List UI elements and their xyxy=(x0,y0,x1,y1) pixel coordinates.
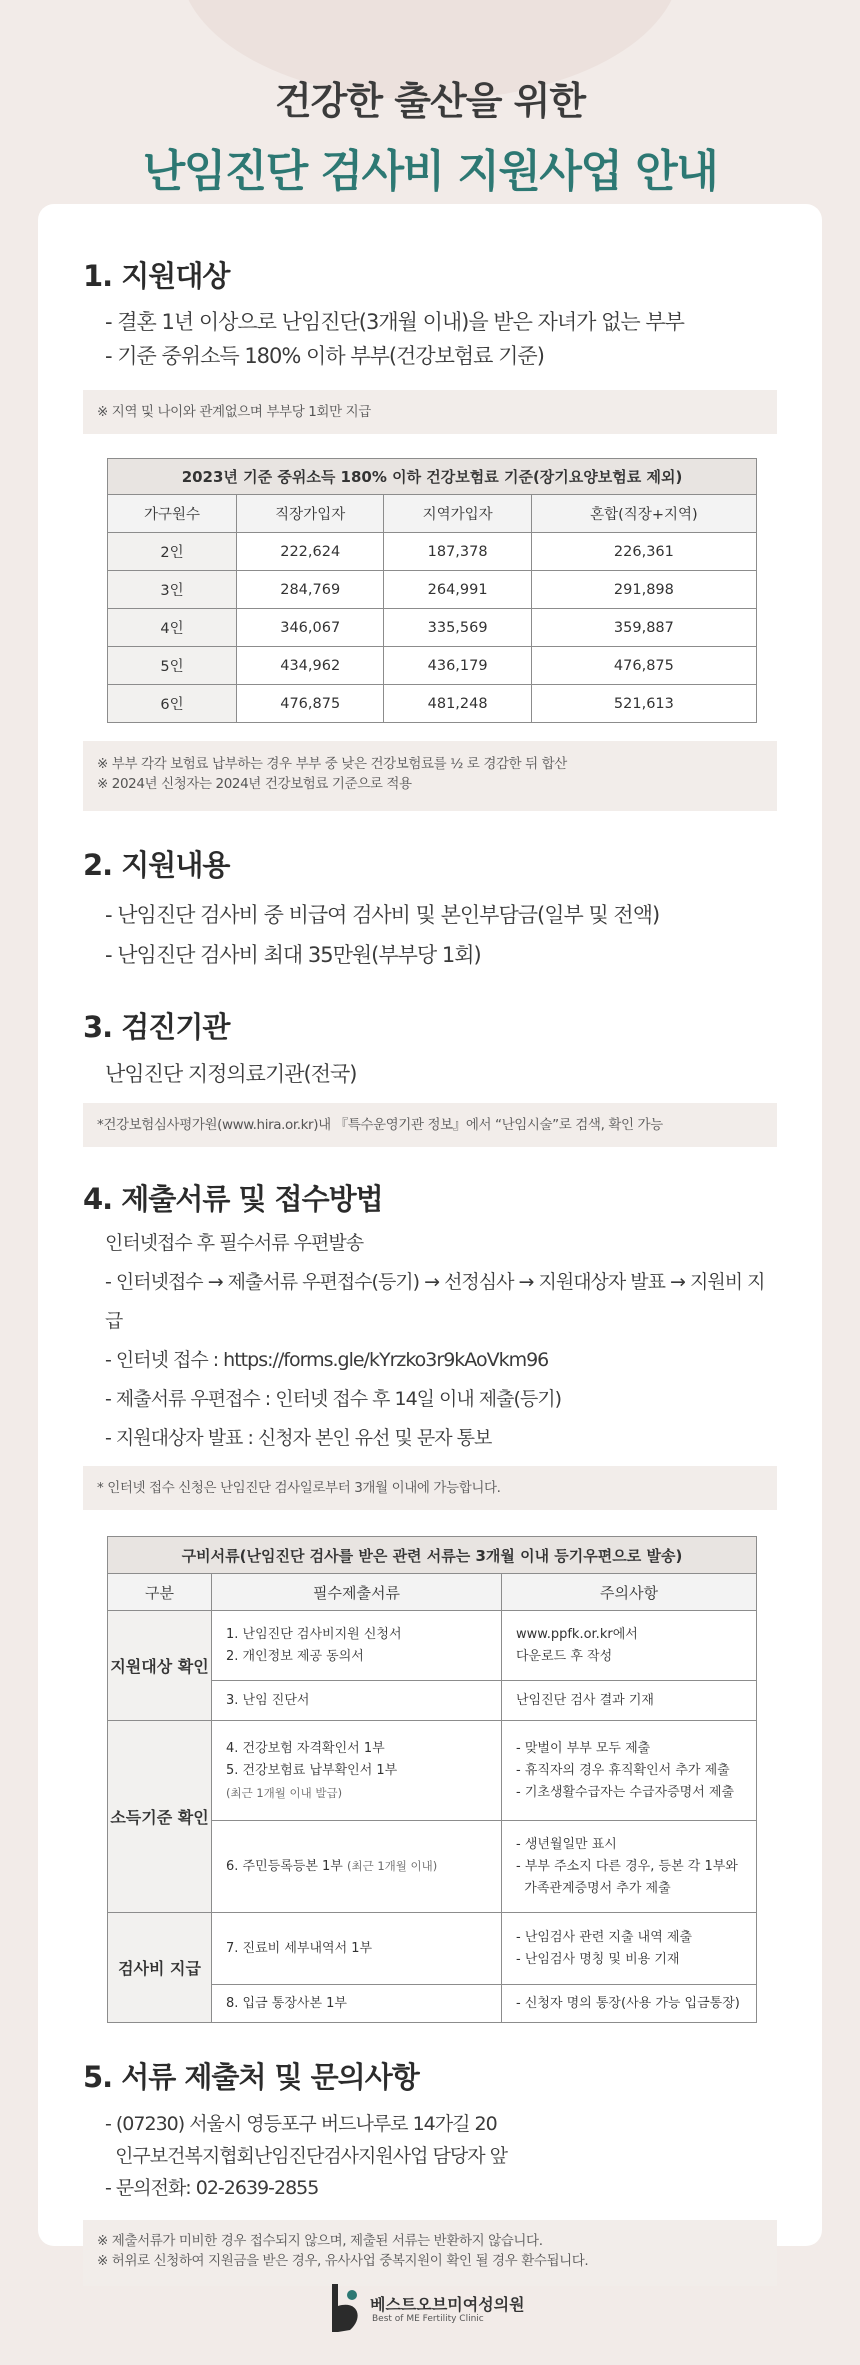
documents-table-caption: 구비서류(난임진단 검사를 받은 관련 서류는 3개월 이내 등기우편으로 발송) xyxy=(108,1537,757,1574)
section-1-note-box xyxy=(83,390,777,434)
documents-table-header: 구분 xyxy=(108,1574,212,1611)
table-row xyxy=(108,647,757,685)
table-cell: 291,898 xyxy=(531,571,756,609)
household-size: 4인 xyxy=(108,609,237,647)
household-size: 6인 xyxy=(108,685,237,723)
doc-subnote: (최근 1개월 이내 발급) xyxy=(226,1785,343,1800)
note-item: - 부부 주소지 다른 경우, 등본 각 1부와 xyxy=(516,1858,738,1874)
section-2-title: 2. 지원내용 xyxy=(83,848,230,882)
required-docs xyxy=(212,1821,502,1913)
group-label: 지원대상 확인 xyxy=(108,1611,212,1721)
page-title: 난임진단 검사비 지원사업 안내 xyxy=(142,146,718,197)
section-3-title: 3. 검진기관 xyxy=(83,1010,230,1044)
note-item: www.ppfk.or.kr에서 xyxy=(516,1626,638,1642)
table-cell: 284,769 xyxy=(237,571,384,609)
table-cell: 434,962 xyxy=(237,647,384,685)
section-5-item: - 문의전화: 02-2639-2855 xyxy=(105,2177,319,2199)
doc-item: 2. 개인정보 제공 동의서 xyxy=(226,1648,364,1664)
table-row xyxy=(108,1611,757,1681)
section-3-body: 난임진단 지정의료기관(전국) xyxy=(105,1062,357,1086)
footer xyxy=(0,2262,860,2365)
section-5-item: 인구보건복지협회난임진단검사지원사업 담당자 앞 xyxy=(105,2145,507,2167)
table-cell: 346,067 xyxy=(237,609,384,647)
table-row xyxy=(108,609,757,647)
documents-table-header: 주의사항 xyxy=(502,1574,757,1611)
section-3-note: *건강보험심사평가원(www.hira.or.kr)내 『특수운영기관 정보』에서 “난임시술”로 검색, 확인 가능 xyxy=(97,1117,663,1133)
doc-item: 6. 주민등록등본 1부 xyxy=(226,1859,347,1874)
table-row xyxy=(108,571,757,609)
section-2-item: - 난임진단 검사비 최대 35만원(부부당 1회) xyxy=(105,943,481,967)
table-cell: 335,569 xyxy=(384,609,531,647)
section-1-title: 1. 지원대상 xyxy=(83,259,230,293)
section-4-title: 4. 제출서류 및 접수방법 xyxy=(83,1182,383,1216)
documents-table-wrap xyxy=(83,1536,777,2023)
section-4-note-box xyxy=(83,1466,777,1510)
doc-item: 1. 난임진단 검사비지원 신청서 xyxy=(226,1626,402,1642)
table-cell: 226,361 xyxy=(531,533,756,571)
note-item: - 신청자 명의 통장(사용 가능 입금통장) xyxy=(502,1985,757,2023)
note-item: 난임진단 검사 결과 기재 xyxy=(502,1681,757,1721)
doc-item: 3. 난임 진단서 xyxy=(212,1681,502,1721)
income-table-header: 지역가입자 xyxy=(384,495,531,533)
note-item: 다운로드 후 작성 xyxy=(516,1648,613,1664)
income-table-caption: 2023년 기준 중위소득 180% 이하 건강보험료 기준(장기요양보험료 제외) xyxy=(108,459,757,495)
table-cell: 264,991 xyxy=(384,571,531,609)
doc-subnote: (최근 1개월 이내) xyxy=(346,1859,438,1873)
caution-notes xyxy=(502,1821,757,1913)
household-size: 5인 xyxy=(108,647,237,685)
section-4-intro: 인터넷접수 후 필수서류 우편발송 xyxy=(105,1232,364,1254)
table-row xyxy=(108,1721,757,1821)
income-note: ※ 부부 각각 보험료 납부하는 경우 부부 중 낮은 건강보험료를 ½ 로 경감한 뒤 합산 xyxy=(97,756,567,772)
content-card xyxy=(38,204,822,2269)
section-4-note: * 인터넷 접수 신청은 난임진단 검사일로부터 3개월 이내에 가능합니다. xyxy=(97,1480,501,1496)
documents-table xyxy=(107,1536,757,2023)
table-cell: 481,248 xyxy=(384,685,531,723)
page-subtitle: 건강한 출산을 위한 xyxy=(274,79,586,123)
income-table-header: 가구원수 xyxy=(108,495,237,533)
note-item: - 생년월일만 표시 xyxy=(516,1836,617,1852)
section-4-item: - 제출서류 우편접수 : 인터넷 접수 후 14일 이내 제출(등기) xyxy=(105,1388,562,1410)
doc-item: 8. 입금 통장사본 1부 xyxy=(212,1985,502,2023)
note-item: - 난임검사 관련 지출 내역 제출 xyxy=(516,1929,693,1945)
table-cell: 436,179 xyxy=(384,647,531,685)
income-table-header: 직장가입자 xyxy=(237,495,384,533)
table-cell: 187,378 xyxy=(384,533,531,571)
section-2-item: - 난임진단 검사비 중 비급여 검사비 및 본인부담금(일부 및 전액) xyxy=(105,903,660,927)
section-5-item: - (07230) 서울시 영등포구 버드나루로 14가길 20 xyxy=(105,2113,497,2135)
note-item: - 맞벌이 부부 모두 제출 xyxy=(516,1740,651,1756)
clinic-name-en: Best of ME Fertility Clinic xyxy=(372,2314,484,2324)
page-header xyxy=(0,0,860,204)
required-docs xyxy=(212,1721,502,1821)
household-size: 2인 xyxy=(108,533,237,571)
table-row xyxy=(108,533,757,571)
group-label: 소득기준 확인 xyxy=(108,1721,212,1913)
clinic-name: 베스트오브미여성의원 xyxy=(370,2295,525,2314)
section-3-note-box xyxy=(83,1103,777,1147)
table-row xyxy=(108,1913,757,1985)
household-size: 3인 xyxy=(108,571,237,609)
note-item: - 난임검사 명칭 및 비용 기재 xyxy=(516,1951,680,1967)
note-item: 가족관계증명서 추가 제출 xyxy=(516,1880,671,1896)
section-4-item: - 지원대상자 발표 : 신청자 본인 유선 및 문자 통보 xyxy=(105,1427,492,1449)
caution-notes xyxy=(502,1611,757,1681)
note-item: - 휴직자의 경우 휴직확인서 추가 제출 xyxy=(516,1762,730,1778)
table-cell: 222,624 xyxy=(237,533,384,571)
required-docs xyxy=(212,1611,502,1681)
section-4-item: - 인터넷접수 → 제출서류 우편접수(등기) → 선정심사 → 지원대상자 발표 → 지원비 지급 xyxy=(105,1271,765,1332)
table-cell: 476,875 xyxy=(531,647,756,685)
table-cell: 476,875 xyxy=(237,685,384,723)
group-label: 검사비 지급 xyxy=(108,1913,212,2023)
clinic-logo-icon xyxy=(332,2284,364,2334)
section-1-item: - 기준 중위소득 180% 이하 부부(건강보험료 기준) xyxy=(105,344,544,368)
income-table-header: 혼합(직장+지역) xyxy=(531,495,756,533)
section-1-item: - 결혼 1년 이상으로 난임진단(3개월 이내)을 받은 자녀가 없는 부부 xyxy=(105,310,684,334)
section-5-note: ※ 제출서류가 미비한 경우 접수되지 않으며, 제출된 서류는 반환하지 않습니다. xyxy=(97,2233,543,2249)
income-notes-box xyxy=(83,741,777,811)
caution-notes xyxy=(502,1913,757,1985)
table-cell: 359,887 xyxy=(531,609,756,647)
section-1-note: ※ 지역 및 나이와 관계없으며 부부당 1회만 지급 xyxy=(97,404,371,420)
table-row xyxy=(108,685,757,723)
doc-item: 4. 건강보험 자격확인서 1부 xyxy=(226,1740,385,1756)
section-5-note: ※ 허위로 신청하여 지원금을 받은 경우, 유사사업 중복지원이 확인 될 경우 환수됩니다. xyxy=(97,2253,589,2269)
income-table-wrap xyxy=(83,458,777,723)
income-table xyxy=(107,458,757,723)
section-5-title: 5. 서류 제출처 및 문의사항 xyxy=(83,2060,419,2094)
section-4-item: - 인터넷 접수 : https://forms.gle/kYrzko3r9kAoVkm96 xyxy=(105,1349,549,1371)
doc-item: 5. 건강보험료 납부확인서 1부 xyxy=(226,1762,398,1778)
caution-notes xyxy=(502,1721,757,1821)
documents-table-header: 필수제출서류 xyxy=(212,1574,502,1611)
income-note: ※ 2024년 신청자는 2024년 건강보험료 기준으로 적용 xyxy=(97,776,412,792)
table-cell: 521,613 xyxy=(531,685,756,723)
doc-item: 7. 진료비 세부내역서 1부 xyxy=(212,1913,502,1985)
note-item: - 기초생활수급자는 수급자증명서 제출 xyxy=(516,1784,735,1800)
